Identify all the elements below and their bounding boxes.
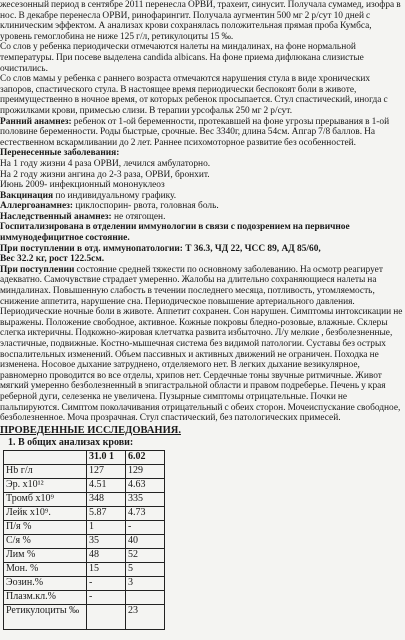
allergy-label: Аллергоанамнез:: [0, 201, 73, 212]
table-row: [4, 520, 165, 534]
table-cell-parameter: Лим %: [4, 548, 87, 562]
table-cell-parameter: Плазм.кл.%: [4, 590, 87, 604]
table-row: [4, 492, 165, 506]
table-row: [4, 506, 165, 520]
table-cell-value: 1: [87, 520, 126, 534]
table-cell-value: 4.73: [126, 506, 165, 520]
table-cell-parameter: Эр. х10¹²: [4, 478, 87, 492]
table-cell-value: 52: [126, 548, 165, 562]
vaccination-text: по индивидуальному графику.: [53, 190, 177, 201]
table-row: [4, 590, 165, 604]
table-cell-value: 348: [87, 492, 126, 506]
exam-label: При поступлении: [0, 264, 75, 275]
vaccination-line: [0, 191, 403, 202]
table-cell-value: 35: [87, 534, 126, 548]
table-cell-value: -: [87, 576, 126, 590]
table-cell-value: [126, 590, 165, 604]
table-row: [4, 478, 165, 492]
table-cell-parameter: Hb г/л: [4, 464, 87, 478]
table-cell-value: 129: [126, 464, 165, 478]
table-header-cell: 31.0 1: [87, 450, 126, 464]
table-cell-value: 5.87: [87, 506, 126, 520]
table-row: [4, 464, 165, 478]
table-cell-value: [87, 604, 126, 629]
table-cell-value: 15: [87, 562, 126, 576]
table-cell-value: 5: [126, 562, 165, 576]
table-cell-value: -: [87, 590, 126, 604]
allergy-text: циклоспорин- рвота, головная боль.: [73, 201, 219, 212]
hospitalization-paragraph: Госпитализирована в отделении иммунологии в связи с подозрением на первичное иммунодефицитное состояние.: [0, 222, 350, 244]
vaccination-label: Вакцинация: [0, 190, 54, 201]
blood-tests-table: [3, 450, 165, 630]
table-header-cell: [4, 450, 87, 464]
history-paragraph-1: жесезонный период в сентябре 2011 перенесла ОРВИ, трахеит, синусит. Получала сумамед, изофра в нос. В декабре перенесла ОРВИ, ринофарингит. Получала аугментин 500 мг 2 р/сут 10 дней с клиническим эффектом. А анализах крови сохранялась положительная прямая проба Кумбса, уровень гемоглобина не ниже 125 г/л, ретикулоциты 15 ‰.: [0, 0, 401, 42]
table-header-cell: 6.02: [126, 450, 165, 464]
diseases-title: Перенесенные заболевания:: [0, 148, 120, 159]
diseases-line-3: Июнь 2009- инфекционный мононуклеоз: [0, 180, 165, 191]
exam-text: состояние средней тяжести по основному заболеванию. На осмотр реагирует адекватно. Самочувствие страдает умеренно. Жалобы на длительно сохраняющиеся налеты на миндалинах. Повышенную слабость в течении последнего месяца, потливость, утомляемость, снижение аппетита, нарушение сна. Периодическое повышение артериального давления. Периодические ночные боли в животе. Аппетит сохранен. Сон нарушен. Симптомы интоксикации не выражены. Положение свободное, активное. Кожные покровы бледно-розовые, влажные. Склеры слегка иктеричны. Подкожно-жировая клетчатка развита избыточно. Л/у мелкие , безболезненные, эластичные, подвижные. Костно-мышечная система без видимой патологии. Суставы без острых воспалительных изменений. Объем пассивных и активных движений не ограничен. Походка не изменена. Носовое дыхание затруднено, отделяемого нет. В легких дыхание везикулярное, равномерно проводится во все отделы, хрипов нет. Сердечные тоны звучные ритмичные. Живот мягкий умеренно безболезненный в эпигастральной области и правом подреберье. Печень у края реберной дуги, селезенка не увеличена. Пузырные симптомы отрицательные. Почки не пальпируются. Симптом поколачивания отрицательный с обеих сторон. Мочеиспускание свободное, безболезненное. Моча прозрачная. Стул спастический, без патологических примесей.: [0, 264, 403, 424]
admission-vitals-line-1: При поступлении в отд. иммунопатологии: Т 36.3, ЧД 22, ЧСС 89, АД 85/60,: [0, 243, 321, 254]
table-cell-parameter: Эозин.%: [4, 576, 87, 590]
table-header-row: [4, 450, 165, 464]
table-cell-parameter: Тромб х10⁹: [4, 492, 87, 506]
table-cell-value: 4.51: [87, 478, 126, 492]
table-cell-value: 48: [87, 548, 126, 562]
heredity-line: [0, 212, 403, 223]
table-cell-parameter: С/я %: [4, 534, 87, 548]
heredity-text: не отягощен.: [111, 211, 166, 222]
early-history-paragraph: [0, 117, 403, 149]
table-cell-value: 40: [126, 534, 165, 548]
early-history-text: ребенок от 1-ой беременности, протекавшей на фоне угрозы прерывания в 1-ой половине беременности. Роды быстрые, срочные. Вес 3340г, длина 54см. Апгар 7/8 баллов. На естественном вскармливании до 2 лет. Раннее психомоторное развитие без особенностей.: [0, 116, 390, 148]
studies-title: ПРОВЕДЕННЫЕ ИССЛЕДОВАНИЯ.: [0, 424, 181, 436]
table-cell-parameter: Ретикулоциты ‰: [4, 604, 87, 629]
heredity-label: Наследственный анамнез:: [0, 211, 112, 222]
history-paragraph-2: Со слов у ребенка периодически отмечаются налеты на миндалинах, на фоне нормальной температуры. При посеве выделена candida albicans. На фоне приема дифлюкана слизистые очистились.: [0, 42, 364, 74]
table-row: [4, 548, 165, 562]
exam-paragraph: [0, 265, 403, 424]
table-cell-value: 4.63: [126, 478, 165, 492]
diseases-line-1: На 1 году жизни 4 раза ОРВИ, лечился амбулаторно.: [0, 158, 211, 169]
table-row: [4, 576, 165, 590]
table-row: [4, 534, 165, 548]
blood-tests-subtitle: 1. В общих анализах крови:: [8, 436, 134, 448]
table-cell-value: 3: [126, 576, 165, 590]
allergy-line: [0, 201, 403, 212]
table-row: [4, 562, 165, 576]
table-cell-value: -: [126, 520, 165, 534]
table-cell-value: 127: [87, 464, 126, 478]
table-cell-value: 335: [126, 492, 165, 506]
early-history-label: Ранний анамнез:: [0, 116, 72, 127]
diseases-line-2: На 2 году жизни ангина до 2-3 раза, ОРВИ, бронхит.: [0, 169, 210, 180]
table-cell-parameter: Мон. %: [4, 562, 87, 576]
table-row: [4, 604, 165, 629]
admission-vitals-line-2: Вес 32.2 кг, рост 122.5см.: [0, 254, 105, 265]
table-cell-value: 23: [126, 604, 165, 629]
table-cell-parameter: П/я %: [4, 520, 87, 534]
history-paragraph-3: Со слов мамы у ребенка с раннего возраста отмечаются нарушения стула в виде хронических запоров, спастического стула. В настоящее время периодически беспокоят боли в животе, преимущественно в ночное время, от которых ребенок просыпается. Стул спастический, иногда с прожилками крови, примесью слизи. В терапии урсофальк 250 мг 2 р/сут.: [0, 74, 388, 116]
table-cell-parameter: Лейк х10⁹.: [4, 506, 87, 520]
